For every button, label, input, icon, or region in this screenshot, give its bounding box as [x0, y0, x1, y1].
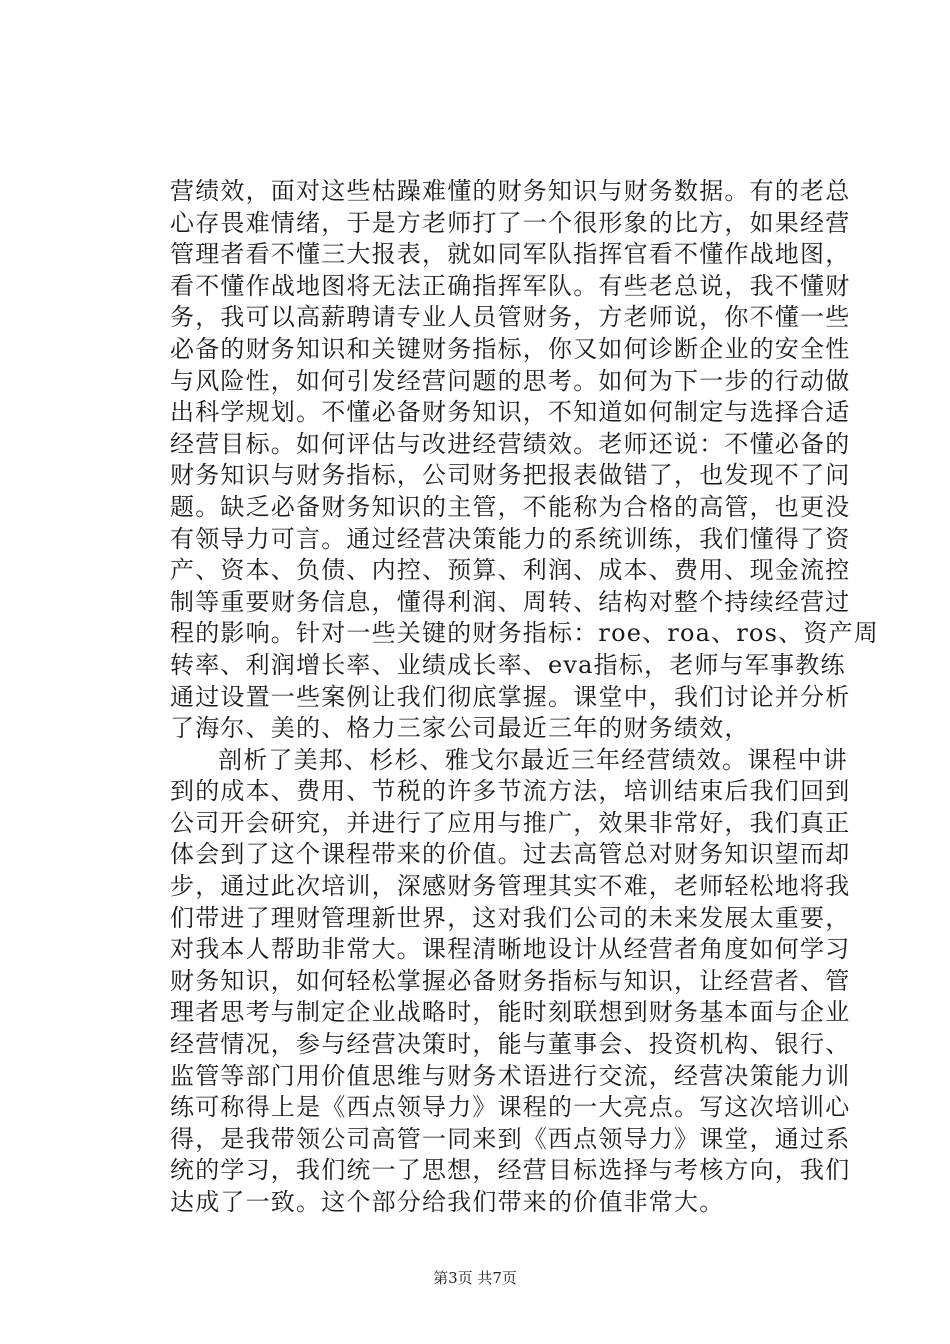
text-line: 达成了一致。这个部分给我们带来的价值非常大。 [170, 1188, 725, 1216]
page-number: 第3页 共7页 [433, 1269, 517, 1287]
page-footer [0, 1268, 950, 1288]
text-line: 经营目标。如何评估与改进经营绩效。老师还说：不懂必备的 [170, 429, 851, 458]
text-line: 管理者看不懂三大报表，就如同军队指挥官看不懂作战地图， [170, 240, 851, 269]
text-line: 与风险性，如何引发经营问题的思考。如何为下一步的行动做 [170, 366, 851, 395]
body-text [170, 176, 879, 1219]
text-line: 练可称得上是《西点领导力》课程的一大亮点。写这次培训心 [170, 1093, 851, 1122]
text-line: 制等重要财务信息，懂得利润、周转、结构对整个持续经营过 [170, 587, 851, 616]
text-line: 程的影响。针对一些关键的财务指标：roe、roa、ros、资产周 [170, 619, 879, 648]
text-line: 必备的财务知识和关键财务指标，你又如何诊断企业的安全性 [170, 334, 851, 363]
text-line: 们带进了理财管理新世界，这对我们公司的未来发展太重要， [170, 903, 851, 932]
text-line: 监管等部门用价值思维与财务术语进行交流，经营决策能力训 [170, 1061, 851, 1090]
text-line: 得，是我带领公司高管一同来到《西点领导力》课堂，通过系 [170, 1124, 851, 1153]
text-line: 题。缺乏必备财务知识的主管，不能称为合格的高管，也更没 [170, 492, 851, 521]
text-line: 步，通过此次培训，深感财务管理其实不难，老师轻松地将我 [170, 872, 851, 901]
text-line: 产、资本、负债、内控、预算、利润、成本、费用、现金流控 [170, 556, 851, 585]
text-line: 公司开会研究，并进行了应用与推广，效果非常好，我们真正 [170, 808, 851, 837]
text-line: 对我本人帮助非常大。课程清晰地设计从经营者角度如何学习 [170, 935, 851, 964]
text-line: 了海尔、美的、格力三家公司最近三年的财务绩效， [170, 714, 750, 743]
text-line: 到的成本、费用、节税的许多节流方法，培训结束后我们回到 [170, 777, 851, 806]
text-line: 体会到了这个课程带来的价值。过去高管总对财务知识望而却 [170, 840, 851, 869]
text-line: 财务知识，如何轻松掌握必备财务指标与知识，让经营者、管 [170, 966, 851, 995]
text-line: 财务知识与财务指标，公司财务把报表做错了，也发现不了问 [170, 461, 851, 490]
paragraph-start-line: 剖析了美邦、杉杉、雅戈尔最近三年经营绩效。课程中讲 [218, 745, 848, 774]
text-line: 统的学习，我们统一了思想，经营目标选择与考核方向，我们 [170, 1156, 851, 1185]
text-line: 看不懂作战地图将无法正确指挥军队。有些老总说，我不懂财 [170, 271, 851, 300]
text-line: 出科学规划。不懂必备财务知识，不知道如何制定与选择合适 [170, 398, 851, 427]
text-line: 务，我可以高薪聘请专业人员管财务，方老师说，你不懂一些 [170, 303, 851, 332]
text-line: 营绩效，面对这些枯躁难懂的财务知识与财务数据。有的老总 [170, 177, 851, 205]
text-line: 理者思考与制定企业战略时，能时刻联想到财务基本面与企业 [170, 998, 851, 1027]
text-line: 经营情况，参与经营决策时，能与董事会、投资机构、银行、 [170, 1030, 851, 1059]
text-line: 心存畏难情绪，于是方老师打了一个很形象的比方，如果经营 [170, 208, 851, 237]
text-line: 有领导力可言。通过经营决策能力的系统训练，我们懂得了资 [170, 524, 851, 553]
text-line: 通过设置一些案例让我们彻底掌握。课堂中，我们讨论并分析 [170, 682, 851, 711]
text-line: 转率、利润增长率、业绩成长率、eva指标，老师与军事教练 [170, 650, 846, 679]
